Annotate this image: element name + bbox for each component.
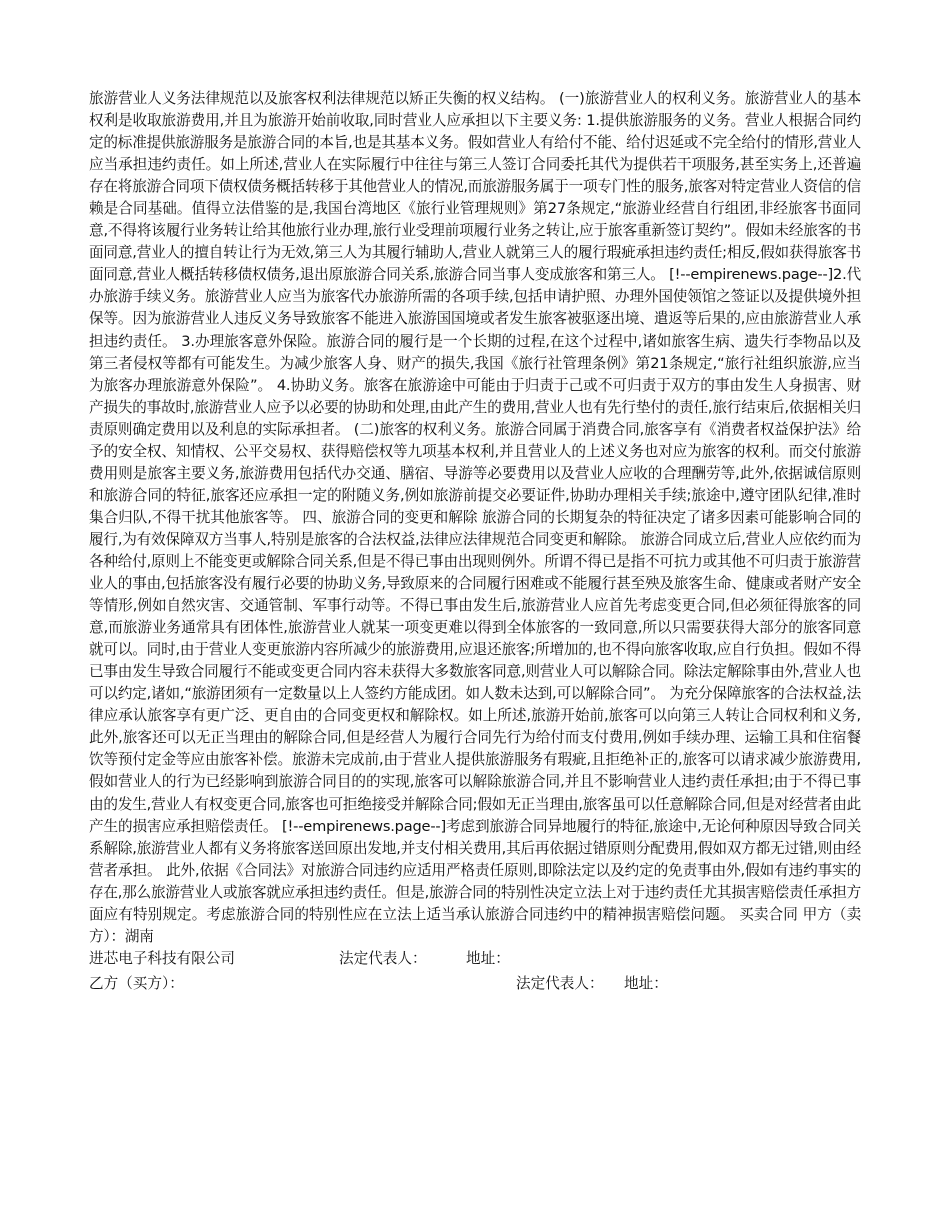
party-a-address-label: 地址： [466,949,510,967]
document-body-text: 旅游营业人义务法律规范以及旅客权利法律规范以矫正失衡的权义结构。 (一)旅游营业人的权利义务。旅游营业人的基本权利是收取旅游费用,并且为旅游开始前收取,同时营业人应承担以下主要义务: 1.提供旅游服务的义务。营业人根据合同约定的标准提供旅游服务是旅游合同的本旨,也是其基本义务。假如营业人有给付不能、给付迟延或不完全给付的情形,营业人应当承担违约责任。如上所述,营业人在实际履行中往往与第三人签订合同委托其代为提供若干项服务,甚至实务上,还普遍存在将旅游合同项下债权债务概括转移于其他营业人的情况,而旅游服务属于一项专门性的服务,旅客对特定营业人资信的信赖是合同基础。值得立法借鉴的是,我国台湾地区《旅行业管理规则》第27条规定,“旅游业经营自行组团,非经旅客书面同意,不得将该履行业务转让给其他旅行业办理,旅行业受理前项履行业务之转让,应于旅客重新签订契约”。假如未经旅客的书面同意,营业人的擅自转让行为无效,第三人为其履行辅助人,营业人就第三人的履行瑕疵承担违约责任;相反,假如获得旅客书面同意,营业人概括转移债权债务,退出原旅游合同关系,旅游合同当事人变成旅客和第三人。 [!--empirenews.page--]2.代办旅游手续义务。旅游营业人应当为旅客代办旅游所需的各项手续,包括申请护照、办理外国使领馆之签证以及提供境外担保等。因为旅游营业人违反义务导致旅客不能进入旅游国国境或者发生旅客被驱逐出境、遣返等后果的,应由旅游营业人承担违约责任。 3.办理旅客意外保险。旅游合同的履行是一个长期的过程,在这个过程中,诸如旅客生病、遗失行李物品以及第三者侵权等都有可能发生。为减少旅客人身、财产的损失,我国《旅行社管理条例》第21条规定,“旅行社组织旅游,应当为旅客办理旅游意外保险”。 4.协助义务。旅客在旅游途中可能由于归责于己或不可归责于双方的事由发生人身损害、财产损失的事故时,旅游营业人应予以必要的协助和处理,由此产生的费用,营业人也有先行垫付的责任,旅行结束后,依据相关归责原则确定费用以及利息的实际承担者。 (二)旅客的权利义务。旅游合同属于消费合同,旅客享有《消费者权益保护法》给予的安全权、知情权、公平交易权、获得赔偿权等九项基本权利,并且营业人的上述义务也对应为旅客的权利。而交付旅游费用则是旅客主要义务,旅游费用包括代办交通、膳宿、导游等必要费用以及营业人应收的合理酬劳等,此外,依据诚信原则和旅游合同的特征,旅客还应承担一定的附随义务,例如旅游前提交必要证件,协助办理相关手续;旅途中,遵守团队纪律,准时集合归队,不得干扰其他旅客等。 四、旅游合同的变更和解除 旅游合同的长期复杂的特征决定了诸多因素可能影响合同的履行,为有效保障双方当事人,特别是旅客的合法权益,法律应法律规范合同变更和解除。 旅游合同成立后,营业人应依约而为各种给付,原则上不能变更或解除合同关系,但是不得已事由出现则例外。所谓不得已是指不可抗力或其他不可归责于旅游营业人的事由,包括旅客没有履行必要的协助义务,导致原来的合同履行困难或不能履行甚至殃及旅客生命、健康或者财产安全等情形,例如自然灾害、交通管制、军事行动等。不得已事由发生后,旅游营业人应首先考虑变更合同,但必须征得旅客的同意,而旅游业务通常具有团体性,旅游营业人就某一项变更难以得到全体旅客的一致同意,所以只需要获得大部分的旅客同意就可以。同时,由于营业人变更旅游内容所减少的旅游费用,应退还旅客;所增加的,也不得向旅客收取,应自行负担。假如不得已事由发生导致合同履行不能或变更合同内容未获得大多数旅客同意,则营业人可以解除合同。除法定解除事由外,营业人也可以约定,诸如,“旅游团须有一定数量以上人签约方能成团。如人数未达到,可以解除合同”。 为充分保障旅客的合法权益,法律应承认旅客享有更广泛、更自由的合同变更权和解除权。如上所述,旅游开始前,旅客可以向第三人转让合同权利和义务,此外,旅客还可以无正当理由的解除合同,但是经营人为履行合同先行为给付而支付费用,例如手续办理、运输工具和住宿餐饮等预付定金等应由旅客补偿。旅游未完成前,由于营业人提供旅游服务有瑕疵,且拒绝补正的,旅客可以请求减少旅游费用,假如营业人的行为已经影响到旅游合同目的的实现,旅客可以解除旅游合同,并且不影响营业人违约责任承担;由于不得已事由的发生,营业人有权变更合同,旅客也可拒绝接受并解除合同;假如无正当理由,旅客虽可以任意解除合同,但是对经营者由此产生的损害应承担赔偿责任。 [!--empirenews.page--]考虑到旅游合同异地履行的特征,旅途中,无论何种原因导致合同关系解除,旅游营业人都有义务将旅客送回原出发地,并支付相关费用,其后再依据过错原则分配费用,假如双方都无过错,则由经营者承担。 此外,依据《合同法》对旅游合同违约应适用严格责任原则,即除法定以及约定的免责事由外,假如有违约事实的存在,那么旅游营业人或旅客就应承担违约责任。但是,旅游合同的特别性决定立法上对于违约责任尤其损害赔偿责任承担方面应有特别规定。考虑旅游合同的特别性应在立法上适当承认旅游合同违约中的精神损害赔偿问题。 买卖合同 甲方（卖方）：湖南 [89,90,861,945]
party-a-rep-label: 法定代表人： [339,949,427,967]
party-b-address-label: 地址： [624,974,668,992]
party-b-signature-line [89,973,861,995]
party-a-company: 进芯电子科技有限公司 [89,949,235,967]
document-page [89,88,861,995]
party-a-signature-line [89,948,861,970]
party-b-label: 乙方（买方）： [89,974,184,992]
party-b-rep-label: 法定代表人： [516,974,604,992]
